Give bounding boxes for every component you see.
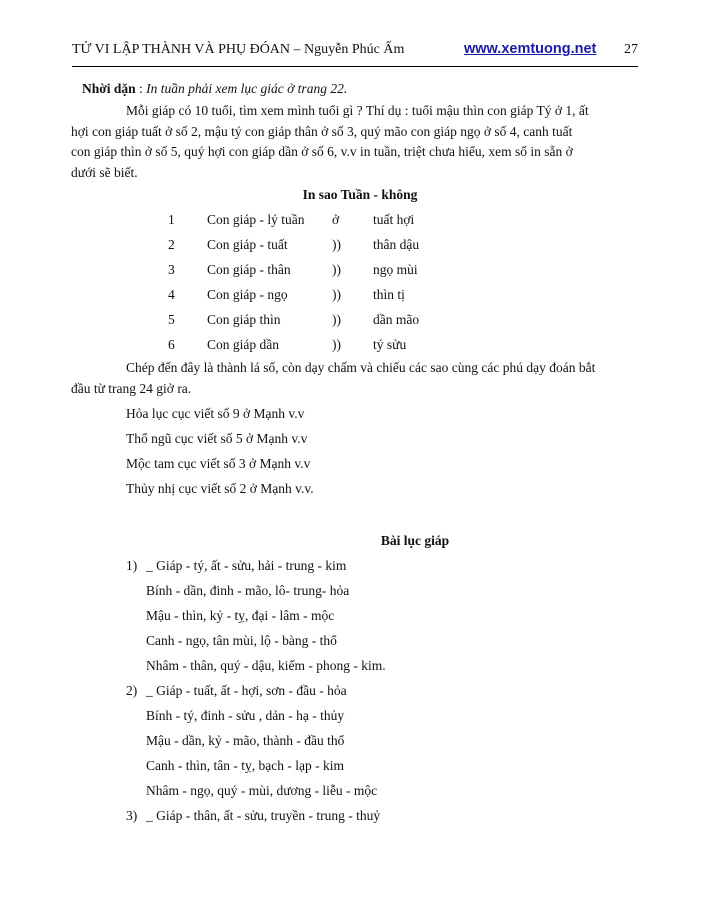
table-row	[82, 307, 638, 332]
group-line: Bính - tý, đinh - sửu , dản - hạ - thủy	[146, 708, 345, 723]
row-number: 2	[168, 237, 175, 252]
after-line: đầu từ trang 24 giở ra.	[71, 380, 192, 396]
row-label: Con giáp - lý tuần	[207, 212, 305, 227]
section-title-tuan: In sao Tuần - không	[302, 187, 418, 202]
luc-giap-group	[82, 553, 638, 678]
luc-giap-group	[82, 678, 638, 803]
row-value: thìn tị	[373, 287, 405, 302]
group-number: 1)	[126, 558, 138, 573]
row-value: ngọ mùi	[373, 262, 418, 277]
intro-line: hợi con giáp tuất ở số 2, mậu tý con giáp thân ở số 3, quý mão con giáp ngọ ở số 4, canh tuất	[71, 123, 573, 139]
row-mark: ))	[332, 337, 341, 352]
page-number: 27	[624, 42, 638, 57]
row-label: Con giáp dần	[207, 337, 279, 352]
row-number: 5	[168, 312, 175, 327]
group-line: Bính - dần, đinh - mão, lô- trung- hỏa	[146, 583, 350, 598]
table-row	[82, 332, 638, 357]
header-title: TỬ VI LẬP THÀNH VÀ PHỤ ĐÓAN – Nguyễn Phúc Ấm	[72, 42, 405, 57]
row-value: tý sửu	[373, 337, 407, 352]
header-rule	[72, 66, 638, 67]
group-line: Mậu - dần, kỷ - mão, thành - đầu thổ	[146, 733, 345, 748]
note-label: Nhời dặn	[82, 81, 136, 96]
group-line: Canh - thìn, tân - tỵ, bạch - lạp - kim	[146, 758, 344, 773]
row-label: Con giáp - thân	[207, 262, 291, 277]
table-row	[82, 232, 638, 257]
section-title-luc-giap: Bài lục giáp	[380, 533, 450, 548]
group-line: Nhâm - ngọ, quý - mùi, dương - liễu - mộc	[146, 783, 378, 798]
row-mark: ))	[332, 312, 341, 327]
group-line: _ Giáp - thân, ất - sửu, truyền - trung - thuỷ	[146, 808, 381, 823]
row-mark: ))	[332, 237, 341, 252]
row-label: Con giáp - ngọ	[207, 287, 288, 302]
note-text: In tuần phải xem lục giác ở trang 22.	[146, 81, 348, 96]
row-number: 3	[168, 262, 175, 277]
note-line	[82, 78, 638, 100]
group-line: _ Giáp - tuất, ất - hợi, sơn - đầu - hỏa	[146, 683, 347, 698]
row-value: thân dậu	[373, 237, 420, 252]
table-row	[82, 257, 638, 282]
row-number: 6	[168, 337, 175, 352]
after-line: Chép đến đây là thành lá số, còn dạy chấm và chiếu các sao cùng các phú dạy đoán bắt	[126, 360, 596, 375]
group-head	[82, 553, 638, 578]
intro-line: con giáp thìn ở số 5, quý hợi con giáp dần ở số 6, v.v in tuần, triệt chưa hiểu, xem số in sẵn ở	[71, 144, 573, 159]
luc-giap-group	[82, 803, 638, 828]
row-value: tuất hợi	[373, 212, 415, 227]
document-body	[71, 78, 638, 828]
row-label: Con giáp thìn	[207, 312, 281, 327]
cuc-line: Hỏa lục cục viết số 9 ở Mạnh v.v	[126, 406, 305, 421]
tuan-table	[82, 207, 638, 357]
row-mark: ))	[332, 262, 341, 277]
row-number: 4	[168, 287, 175, 302]
group-head	[82, 678, 638, 703]
row-value: dần mão	[373, 312, 420, 327]
header-site-link[interactable]: www.xemtuong.net	[464, 41, 597, 57]
group-number: 3)	[126, 808, 138, 823]
cuc-line: Mộc tam cục viết số 3 ở Mạnh v.v	[126, 456, 311, 471]
intro-line: dưới sẽ biết.	[71, 164, 138, 180]
table-row	[82, 207, 638, 232]
cuc-list	[82, 401, 638, 501]
group-line: Nhâm - thân, quý - dậu, kiếm - phong - kim.	[146, 658, 386, 673]
group-head	[82, 803, 638, 828]
group-line: _ Giáp - tý, ất - sửu, hải - trung - kim	[146, 558, 347, 573]
cuc-line: Thủy nhị cục viết số 2 ở Mạnh v.v.	[126, 481, 314, 496]
cuc-line: Thổ ngũ cục viết số 5 ở Mạnh v.v	[126, 431, 308, 446]
group-line: Mậu - thìn, kỷ - tỵ, đại - lâm - mộc	[146, 608, 335, 623]
after-paragraph	[71, 358, 638, 399]
intro-paragraph	[71, 101, 638, 183]
intro-line: Mỗi giáp có 10 tuổi, tìm xem mình tuổi gì ? Thí dụ : tuổi mậu thìn con giáp Tý ở 1, ất	[126, 103, 589, 118]
group-line: Canh - ngọ, tân mùi, lộ - bàng - thổ	[146, 633, 337, 648]
note-separator: :	[135, 81, 147, 96]
row-mark: ))	[332, 287, 341, 302]
page-header	[72, 42, 638, 64]
group-number: 2)	[126, 683, 138, 698]
table-row	[82, 282, 638, 307]
row-label: Con giáp - tuất	[207, 237, 288, 252]
row-mark: ở	[332, 212, 340, 227]
row-number: 1	[168, 212, 175, 227]
